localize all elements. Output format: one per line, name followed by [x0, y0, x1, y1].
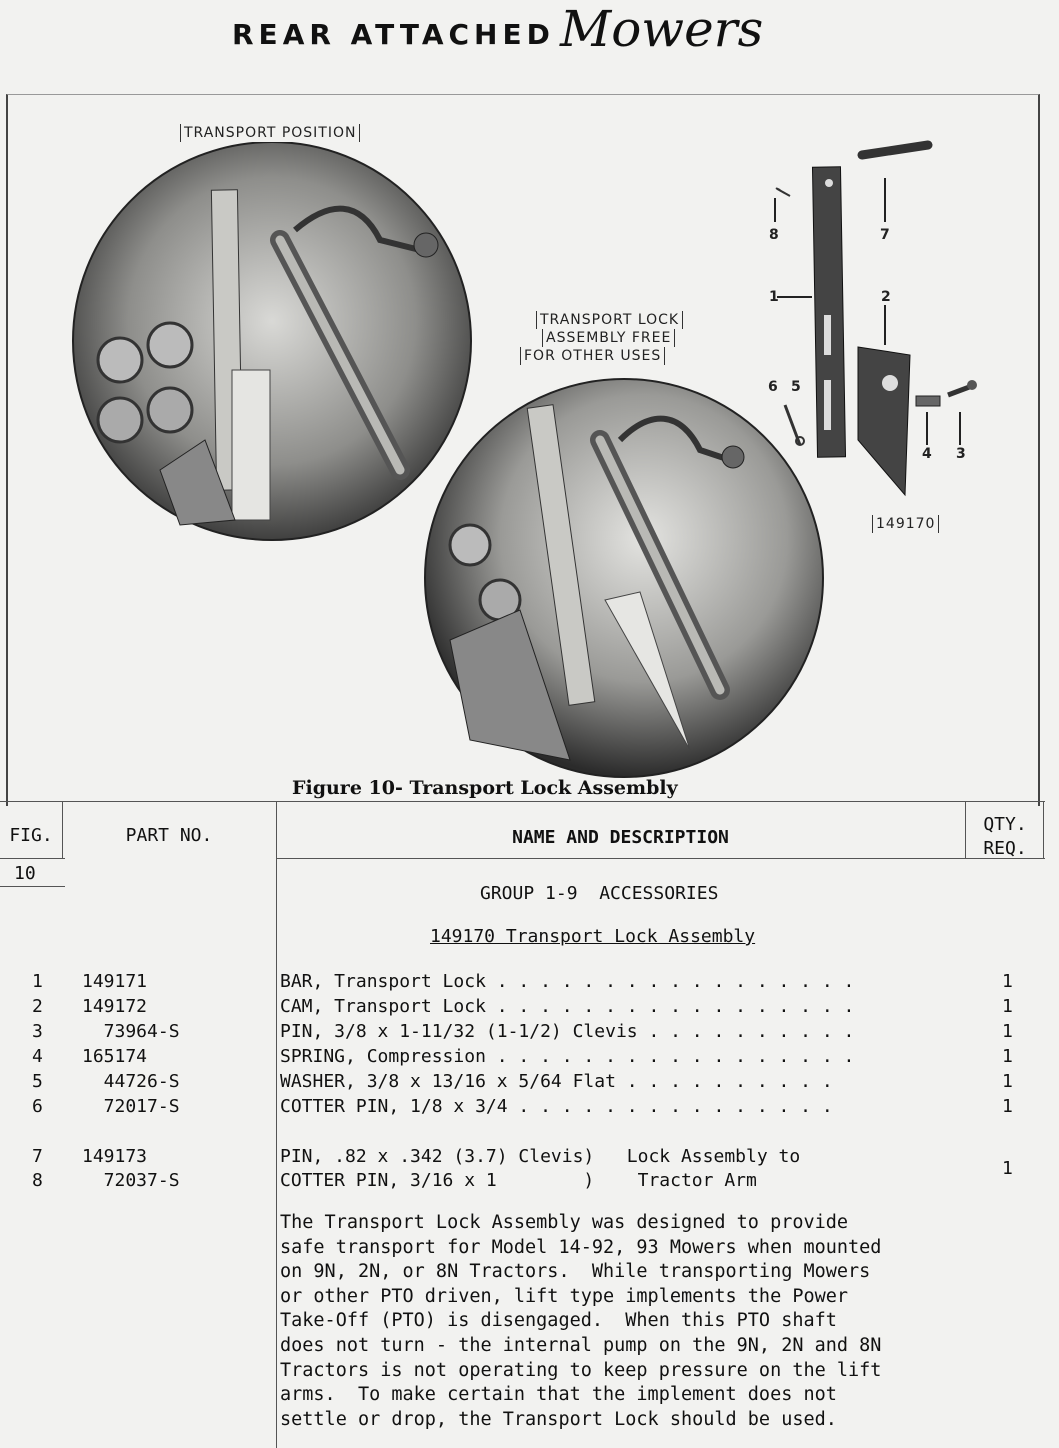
- description-paragraph: The Transport Lock Assembly was designed to provide safe transport for Model 14-92, 93 Mowers when mounted on 9N, 2N, or 8N Tractors. While transporting Mowers or other PTO driven, lift type implements the Power Take-Off (PTO) is disengaged. When this PTO shaft does not turn - the internal pump on the 9N, 2N and 8N Tractors is not operating to keep pressure on the lift arms. To make certain that the implement does not settle or drop, the Transport Lock should be used.: [280, 1212, 882, 1430]
- table-top-rule: [0, 801, 1045, 802]
- row-part: 72037-S: [82, 1170, 180, 1191]
- header-name-description: NAME AND DESCRIPTION: [512, 827, 729, 848]
- col-divider-desc: [276, 801, 277, 1448]
- row-fig: 4: [32, 1046, 43, 1067]
- row-desc: BAR, Transport Lock . . . . . . . . . . . . . . . . .: [280, 971, 855, 992]
- group-title: GROUP 1-9 ACCESSORIES: [480, 883, 719, 904]
- row-qty: 1: [1002, 1046, 1013, 1067]
- row-qty: 1: [1002, 996, 1013, 1017]
- row-part: 44726-S: [82, 1071, 180, 1092]
- parts-table: [0, 801, 1045, 1448]
- row-part: 149172: [82, 996, 148, 1017]
- callout-8: 8: [769, 227, 780, 243]
- header-qty-line2: REQ.: [983, 838, 1027, 859]
- figure-caption: Figure 10- Transport Lock Assembly: [292, 777, 678, 799]
- callout-4: 4: [922, 446, 933, 462]
- row-qty: 1: [1002, 1021, 1013, 1042]
- row-desc: PIN, 3/8 x 1-11/32 (1-1/2) Clevis . . . . . . . . . .: [280, 1021, 855, 1042]
- exploded-parts-diagram: [775, 145, 977, 495]
- header-part-no: PART NO.: [125, 825, 213, 846]
- header-rule-fig: [0, 858, 65, 859]
- row-part: 165174: [82, 1046, 148, 1067]
- row-fig: 7: [32, 1146, 43, 1167]
- row-qty: 1: [1002, 971, 1013, 992]
- label-part-number: 149170: [872, 515, 939, 533]
- header-fig: FIG.: [9, 825, 53, 846]
- label-transport-position: TRANSPORT POSITION: [180, 124, 360, 142]
- callout-6: 6: [768, 379, 779, 395]
- label-lock-free-3: FOR OTHER USES: [520, 347, 665, 365]
- fig-number: 10: [14, 863, 36, 884]
- fig-number-rule: [0, 886, 65, 887]
- callout-5: 5: [791, 379, 802, 395]
- callout-3: 3: [956, 446, 967, 462]
- photo-lock-free: [425, 379, 823, 777]
- row-fig: 2: [32, 996, 43, 1017]
- photo-transport-position: [73, 142, 471, 540]
- row-fig: 8: [32, 1170, 43, 1191]
- row-fig: 1: [32, 971, 43, 992]
- pair-qty: 1: [1002, 1158, 1013, 1179]
- row-part: 149171: [82, 971, 148, 992]
- row-fig: 5: [32, 1071, 43, 1092]
- header-qty-line1: QTY.: [983, 814, 1027, 835]
- label-lock-free-1: TRANSPORT LOCK: [536, 311, 683, 329]
- row-desc: PIN, .82 x .342 (3.7) Clevis) Lock Assembly to: [280, 1146, 801, 1167]
- row-desc: CAM, Transport Lock . . . . . . . . . . . . . . . . .: [280, 996, 855, 1017]
- header-rule-desc: [276, 858, 1045, 859]
- label-lock-free-2: ASSEMBLY FREE: [542, 329, 675, 347]
- row-part: 72017-S: [82, 1096, 180, 1117]
- row-desc: COTTER PIN, 3/16 x 1 ) Tractor Arm: [280, 1170, 757, 1191]
- callout-1: 1: [769, 289, 780, 305]
- assembly-title: 149170 Transport Lock Assembly: [430, 926, 756, 947]
- row-fig: 6: [32, 1096, 43, 1117]
- callout-7: 7: [880, 227, 891, 243]
- header-title-plain: REAR ATTACHED: [232, 18, 555, 51]
- row-desc: WASHER, 3/8 x 13/16 x 5/64 Flat . . . . . . . . . .: [280, 1071, 833, 1092]
- row-qty: 1: [1002, 1096, 1013, 1117]
- row-qty: 1: [1002, 1071, 1013, 1092]
- row-desc: SPRING, Compression . . . . . . . . . . . . . . . . .: [280, 1046, 855, 1067]
- row-fig: 3: [32, 1021, 43, 1042]
- header-title-script: Mowers: [560, 0, 764, 58]
- row-part: 73964-S: [82, 1021, 180, 1042]
- callout-2: 2: [881, 289, 892, 305]
- row-part: 149173: [82, 1146, 148, 1167]
- row-desc: COTTER PIN, 1/8 x 3/4 . . . . . . . . . . . . . . .: [280, 1096, 833, 1117]
